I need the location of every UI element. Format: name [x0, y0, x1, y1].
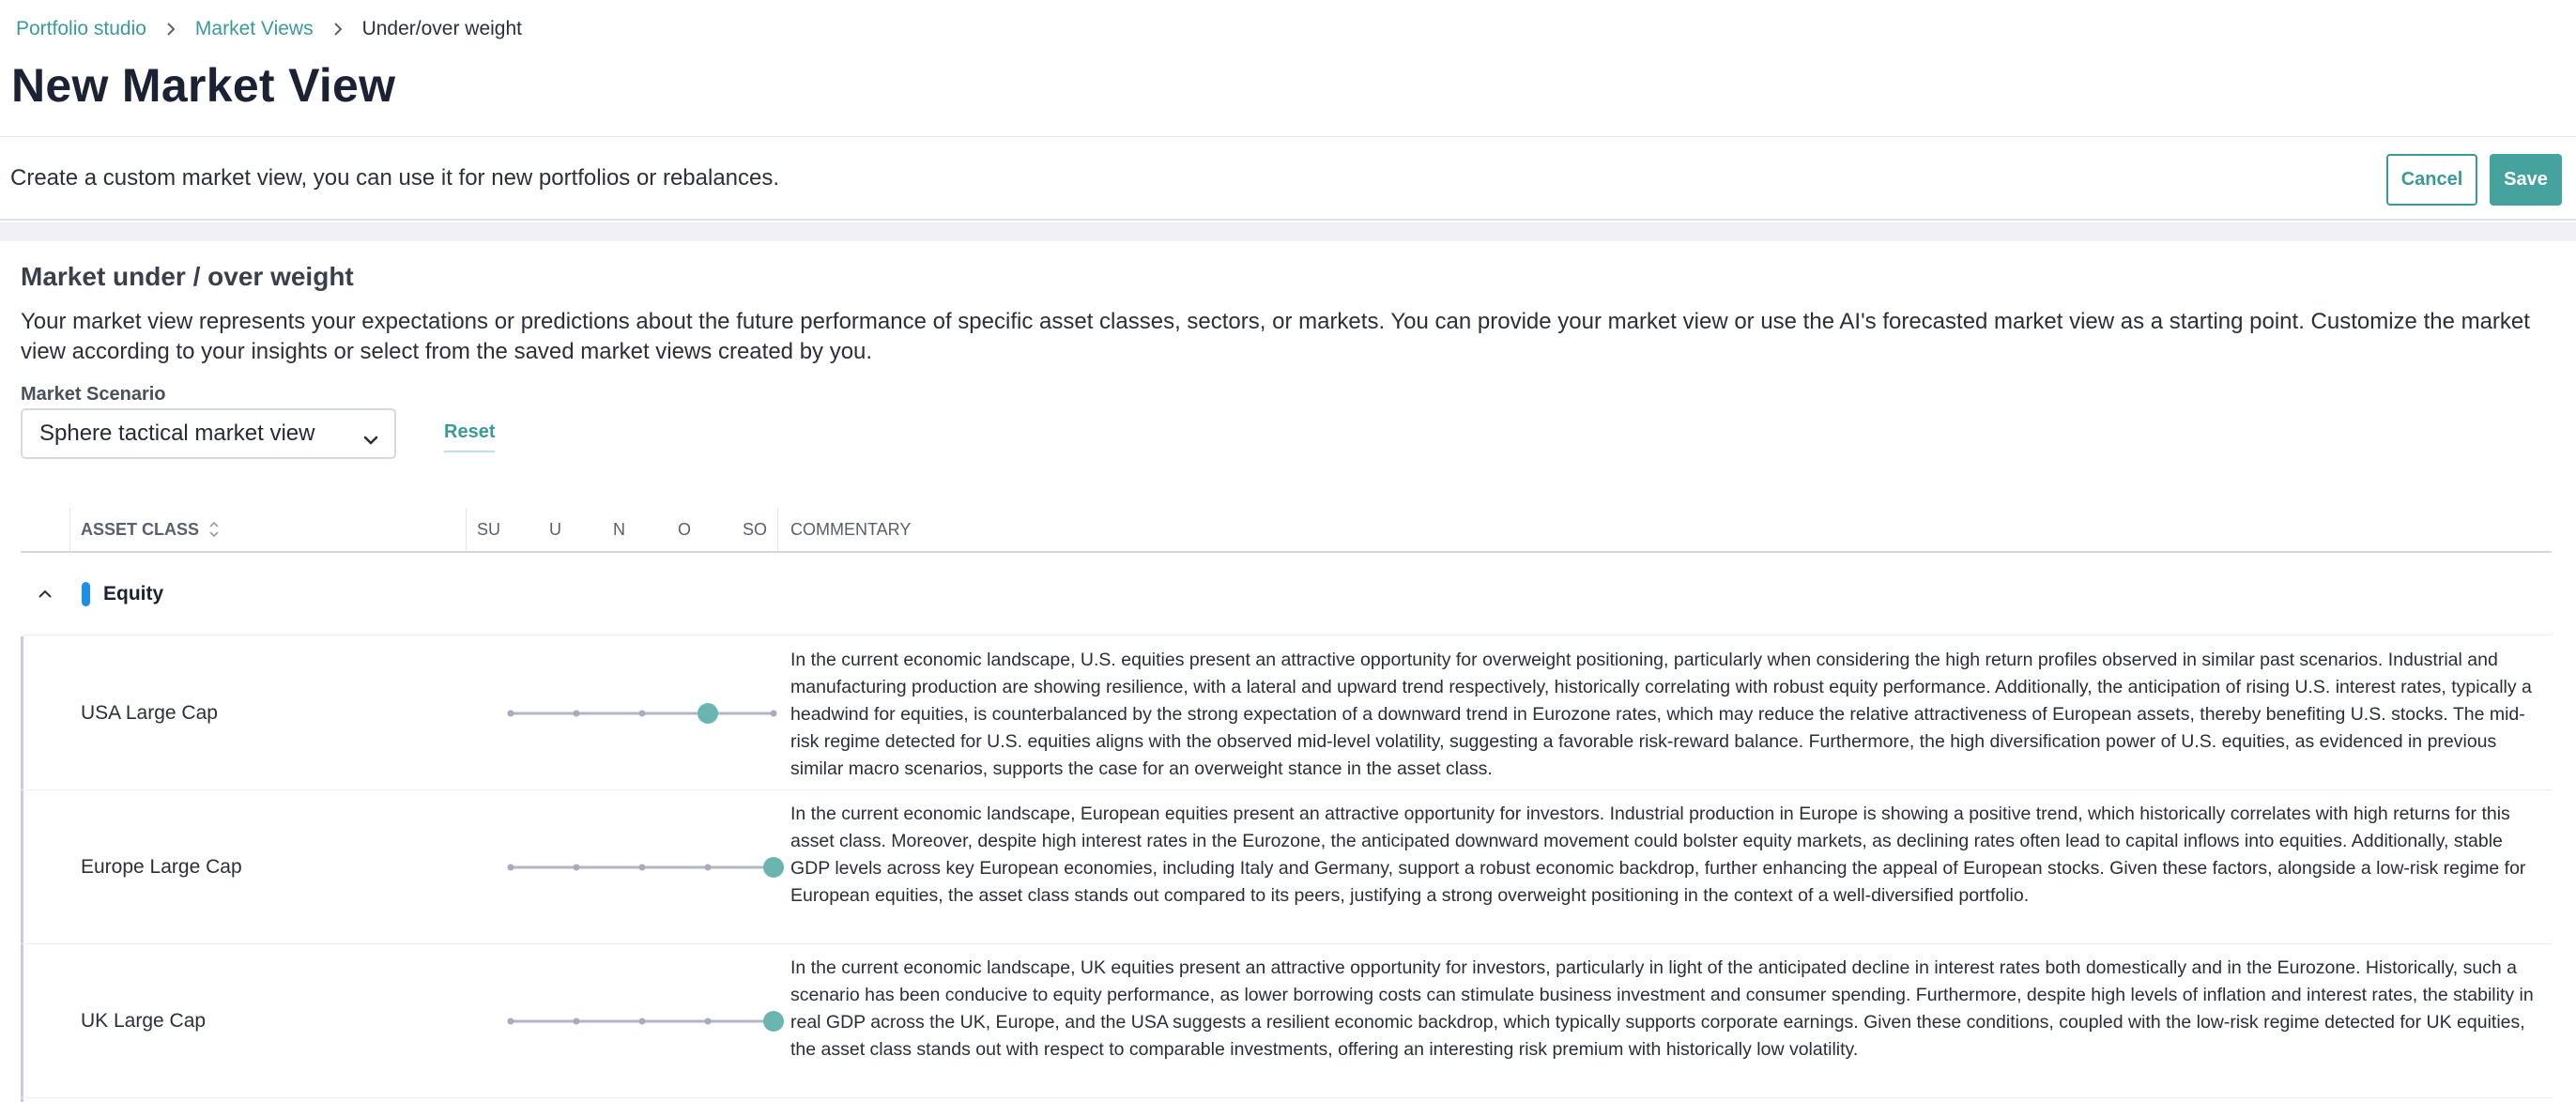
slider-step-su[interactable]: [508, 711, 514, 717]
slider-step-u[interactable]: [574, 711, 580, 717]
slider-graphic: [490, 636, 790, 790]
column-header-o: O: [678, 519, 692, 539]
weight-slider[interactable]: [490, 636, 790, 790]
slider-graphic: [490, 790, 790, 944]
section-description: Your market view represents your expectations or predictions about the future performance of specific asset classes, sectors, or markets. You can provide your market view or use the AI's forecasted market view as a starting point. Customize the market view according to your insights or select from the saved market views created by you.: [21, 309, 2530, 364]
section-title: Market under / over weight: [21, 262, 354, 291]
column-header-asset-class-label: ASSET CLASS: [81, 519, 200, 539]
commentary-text: In the current economic landscape, UK equities present an attractive opportunity for investors, particularly in light of the anticipated decline in interest rates both domestically and in the Eurozone. Historically, such a scenario has been conducive to equity performance, as lower borrowing costs can stimulate business investment and consumer spending. Furthermore, despite high levels of inflation and interest rates, the stability in real GDP across the UK, Europe, and the USA suggests a resilient economic backdrop, which typically supports corporate earnings. Given these conditions, coupled with the low-risk regime detected for UK equities, the asset class stands out with respect to comparable investments, offering an interesting risk premium with historically low volatility.: [790, 957, 2534, 1060]
commentary-text: In the current economic landscape, European equities present an attractive opportunity for investors. Industrial production in Europe is showing a positive trend, which historically correlates with high returns for this asset class. Moreover, despite high interest rates in the Eurozone, the anticipated downward movement could bolster equity markets, as declining rates often lead to capital inflows into equities. Additionally, stable GDP levels across key European economies, including Italy and Germany, support a robust economic backdrop, further enhancing the appeal of European stocks. Given these factors, alongside a low-risk regime for European equities, the asset class stands out compared to its peers, justifying a strong overweight positioning in the context of a well-diversified portfolio.: [790, 804, 2526, 906]
column-header-so: SO: [743, 519, 768, 539]
chevron-right-icon: [158, 22, 184, 37]
reset-button[interactable]: Reset: [444, 421, 495, 452]
asset-class-name: USA Large Cap: [81, 702, 218, 724]
slider-step-su[interactable]: [508, 865, 514, 871]
slider-thumb[interactable]: [763, 857, 784, 878]
market-scenario-value: Sphere tactical market view: [39, 421, 315, 446]
page-description: Create a custom market view, you can use it for new portfolios or rebalances.: [10, 165, 780, 191]
column-header-commentary: COMMENTARY: [790, 519, 912, 539]
slider-step-n[interactable]: [639, 865, 646, 871]
slider-step-su[interactable]: [508, 1018, 514, 1025]
section-divider: [0, 222, 2576, 241]
chevron-right-icon: [325, 22, 351, 37]
column-divider: [69, 508, 70, 551]
weight-slider[interactable]: [490, 944, 790, 1098]
market-weight-card: [0, 241, 2576, 1102]
breadcrumb: [16, 17, 522, 41]
slider-step-u[interactable]: [574, 865, 580, 871]
column-header-asset-class[interactable]: [81, 508, 220, 551]
breadcrumb-market-views[interactable]: Market Views: [194, 18, 314, 39]
table-row: [21, 636, 2552, 790]
group-row-equity: [21, 555, 2552, 635]
breadcrumb-portfolio-studio[interactable]: Portfolio studio: [16, 18, 146, 39]
column-header-u: U: [549, 519, 561, 539]
slider-step-o[interactable]: [705, 1018, 712, 1025]
chevron-down-icon: [362, 426, 379, 452]
slider-step-o[interactable]: [705, 865, 712, 871]
table-row: [21, 944, 2552, 1098]
group-name: Equity: [103, 583, 164, 605]
column-header-n: N: [613, 519, 625, 539]
slider-step-u[interactable]: [574, 1018, 580, 1025]
column-divider: [466, 508, 467, 551]
page-header-bar: [0, 136, 2576, 221]
table-header: [21, 508, 2552, 553]
commentary-text: In the current economic landscape, U.S. equities present an attractive opportunity for overweight positioning, particularly when considering the high return profiles observed in similar past scenarios. Industrial and manufacturing production are showing resilience, with a lateral and upward trend respectively, historically correlating with robust equity performance. Additionally, the anticipation of rising U.S. interest rates, typically a headwind for equities, is counterbalanced by the strong expectation of a downward trend in Eurozone rates, which may reduce the relative attractiveness of European assets, thereby benefiting U.S. stocks. The mid-risk regime detected for U.S. equities aligns with the observed mid-level volatility, suggesting a favorable risk-reward balance. Furthermore, the high diversification power of U.S. equities, as evidenced in previous similar macro scenarios, supports the case for an overweight stance in the asset class.: [790, 650, 2532, 779]
market-scenario-select[interactable]: [21, 408, 396, 459]
slider-graphic: [490, 944, 790, 1098]
column-divider: [777, 508, 778, 551]
slider-step-n[interactable]: [639, 1018, 646, 1025]
market-scenario-label: Market Scenario: [21, 384, 166, 405]
table-row: [21, 790, 2552, 944]
save-button[interactable]: Save: [2490, 154, 2562, 206]
asset-class-name: UK Large Cap: [81, 1010, 207, 1032]
slider-step-so[interactable]: [771, 711, 777, 717]
breadcrumb-current: Under/over weight: [361, 18, 522, 39]
slider-step-n[interactable]: [639, 711, 646, 717]
slider-thumb[interactable]: [698, 703, 718, 724]
asset-class-name: Europe Large Cap: [81, 856, 242, 878]
group-color-indicator: [82, 582, 90, 606]
column-header-su: SU: [477, 519, 501, 539]
page-title: New Market View: [11, 59, 396, 112]
weight-slider[interactable]: [490, 790, 790, 944]
chevron-up-icon[interactable]: [34, 583, 56, 605]
sort-icon[interactable]: [208, 520, 220, 539]
cancel-button[interactable]: Cancel: [2386, 154, 2477, 206]
slider-thumb[interactable]: [763, 1011, 784, 1032]
